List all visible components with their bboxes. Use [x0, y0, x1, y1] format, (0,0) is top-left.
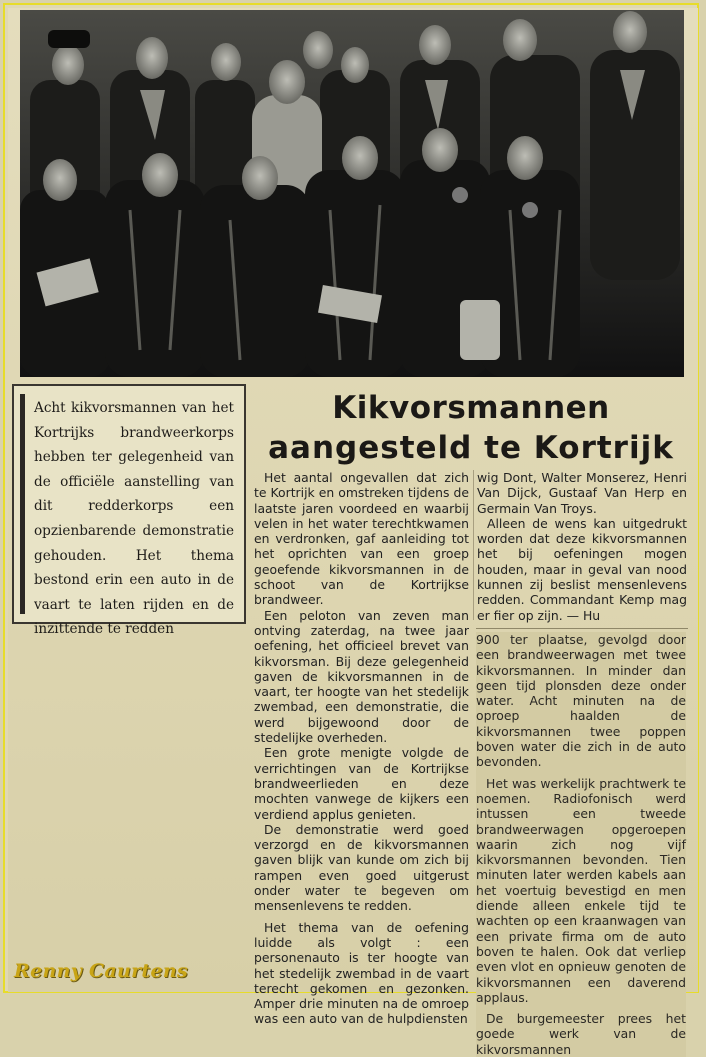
paragraph: De demonstratie werd goed verzorgd en de kikvorsmannen gaven blijk van kunde om zich bij rampen even goed uitgerust onder water te begeven om mensenlevens te redden.	[254, 821, 469, 914]
article-column-1	[254, 470, 469, 1027]
article-column-2-continued	[476, 632, 686, 1057]
section-divider	[476, 628, 688, 629]
headline-line-1: Kikvorsmannen	[332, 390, 610, 426]
group-photo	[20, 10, 684, 377]
paragraph: 900 ter plaatse, gevolgd door een brandweerwagen met twee kikvorsmannen. In minder dan geen tijd plonsden deze onder water. Acht minuten na de oproep haalden de kikvorsmannen twee poppen boven water die zich in de auto bevonden.	[476, 632, 686, 770]
article-column-2	[477, 470, 687, 623]
paragraph: Een peloton van zeven man ontving zaterdag, na twee jaar oefening, het officieel brevet van kikvorsman. Bij deze gelegenheid gaven de kikvorsmannen in de vaart, ter hoogte van het stedelijk zwembad, een demonstratie, die werd bijgewoond door de stedelijke overheden.	[254, 607, 469, 746]
paragraph: Het aantal ongevallen dat zich te Kortrijk en omstreken tijdens de laatste jaren voordeed en waarbij velen in het water terechtkwamen en verdronken, gaf aanleiding tot het oprichten van een groep geoefende kikvorsmannen in de schoot van de Kortrijkse brandweer.	[254, 470, 469, 608]
photo-caption: Acht kikvorsmannen van het Kortrijks brandweerkorps hebben ter gelegenheid van de officiële aanstelling van dit redderkorps een opzienbarende demonstratie gehouden. Het thema bestond erin een auto in de vaart te laten rijden en de inzittende te redden	[34, 400, 234, 638]
paragraph: Het thema van de oefening luidde als volgt : een personenauto is ter hoogte van het stedelijk zwembad in de vaart terecht gekomen en gezonken. Amper drie minuten na de omroep was een auto van de hulpdiensten	[254, 919, 469, 1027]
scanner-signature: Renny Caurtens	[14, 960, 188, 982]
paragraph: wig Dont, Walter Monserez, Henri Van Dijck, Gustaaf Van Herp en Germain Van Troys.	[477, 470, 687, 516]
article-headline	[256, 388, 686, 468]
photo-illustration	[20, 10, 684, 377]
paragraph: De burgemeester prees het goede werk van de kikvorsmannen	[476, 1011, 686, 1057]
paragraph: Het was werkelijk prachtwerk te noemen. Radiofonisch werd intussen een tweede brandweerwagen opgeroepen waarin zich nog vijf kikvorsmannen bevonden. Tien minuten later werden kabels aan het voertuig bevestigd en men diende alleen enkele tijd te wachten op een kraanwagen van een private firma om de auto boven te halen. Ook dat verliep even vlot en opnieuw genoten de kikvorsmannen een daverend applaus.	[476, 775, 686, 1005]
paragraph: Een grote menigte volgde de verrichtingen van de Kortrijkse brandweerlieden en deze mochten vanwege de kijkers een verdiend applus genieten.	[254, 745, 469, 822]
photo-caption-box	[12, 384, 246, 638]
paragraph: Alleen de wens kan uitgedrukt worden dat deze kikvorsmannen het bij oefeningen mogen houden, maar in geval van nood kunnen zij beslist mensenlevens redden. Commandant Kemp mag er fier op zijn. — Hu	[477, 515, 687, 623]
headline-line-2: aangesteld te Kortrijk	[268, 430, 674, 466]
column-divider	[473, 470, 474, 620]
